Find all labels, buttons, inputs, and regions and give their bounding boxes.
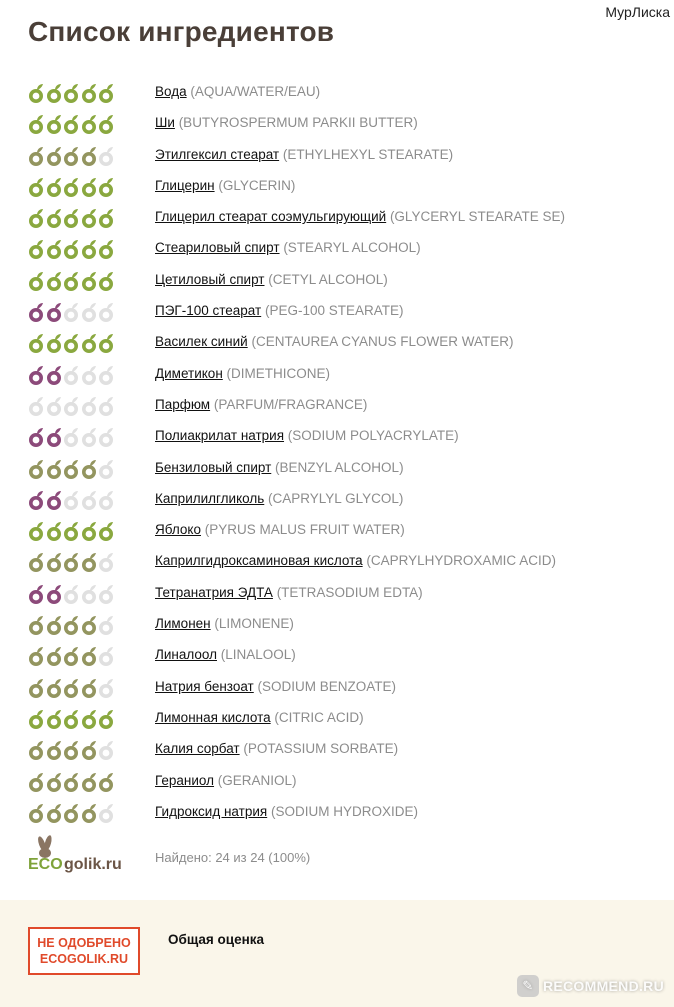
rating-drop-filled-icon (81, 709, 98, 729)
rating-drop-filled-icon (28, 271, 45, 291)
ingredient-name (155, 366, 330, 381)
rating-drop-filled-icon (28, 678, 45, 698)
rating-drop-filled-icon (81, 208, 98, 228)
ingredient-inci: (STEARYL ALCOHOL) (283, 240, 421, 256)
rating-drop-filled-icon (63, 177, 80, 197)
rating-drop-filled-icon (63, 740, 80, 760)
rating-drop-filled-icon (46, 146, 63, 166)
ingredient-inci: (ETHYLHEXYL STEARATE) (282, 146, 454, 162)
rating-drop-filled-icon (81, 146, 98, 166)
safety-rating (28, 740, 116, 760)
ingredient-link[interactable]: Полиакрилат натрия (155, 428, 285, 444)
rating-drop-empty-icon (98, 740, 115, 760)
ingredient-name (155, 616, 294, 631)
rating-drop-filled-icon (46, 646, 63, 666)
safety-rating (28, 803, 116, 823)
rating-drop-empty-icon (81, 365, 98, 385)
rating-drop-filled-icon (28, 302, 45, 322)
rating-drop-filled-icon (81, 239, 98, 259)
rating-drop-filled-icon (46, 302, 63, 322)
safety-rating (28, 678, 116, 698)
ingredient-name (155, 240, 421, 255)
recommend-watermark (517, 975, 664, 997)
ingredient-name (155, 303, 404, 318)
ingredient-name (155, 178, 295, 193)
rating-drop-filled-icon (98, 333, 115, 353)
ingredient-inci: (PYRUS MALUS FRUIT WATER) (204, 522, 405, 538)
ingredient-row (0, 577, 674, 608)
ingredient-link[interactable]: Линалоол (155, 647, 217, 663)
rating-drop-filled-icon (63, 83, 80, 103)
ingredient-link[interactable]: Стеариловый спирт (155, 240, 280, 256)
rating-drop-filled-icon (81, 333, 98, 353)
ingredient-row (0, 358, 674, 389)
rating-drop-empty-icon (63, 490, 80, 510)
ingredient-link[interactable]: Тетранатрия ЭДТА (155, 584, 273, 600)
rating-drop-filled-icon (46, 459, 63, 479)
rating-drop-empty-icon (98, 365, 115, 385)
ingredient-inci: (CAPRYLYL GLYCOL) (268, 490, 404, 506)
rating-drop-filled-icon (63, 459, 80, 479)
rating-drop-filled-icon (81, 114, 98, 134)
ingredient-link[interactable]: Парфюм (155, 396, 211, 412)
ingredient-inci: (TETRASODIUM EDTA) (276, 584, 423, 600)
ingredient-list (0, 76, 674, 827)
rating-drop-filled-icon (63, 552, 80, 572)
rating-drop-filled-icon (98, 772, 115, 792)
rating-drop-filled-icon (28, 646, 45, 666)
safety-rating (28, 521, 116, 541)
ingredient-name (155, 710, 364, 725)
rating-drop-filled-icon (63, 803, 80, 823)
ingredient-row (0, 76, 674, 107)
ingredient-name (155, 647, 296, 662)
rating-drop-filled-icon (46, 177, 63, 197)
rating-drop-filled-icon (98, 709, 115, 729)
ingredient-link[interactable]: Глицерин (155, 177, 215, 193)
rating-drop-empty-icon (81, 490, 98, 510)
ingredient-row (0, 201, 674, 232)
rating-drop-filled-icon (81, 271, 98, 291)
recommend-logo-icon: ✎ (517, 975, 539, 997)
username[interactable]: МурЛиска (605, 4, 670, 20)
rating-drop-empty-icon (98, 646, 115, 666)
ingredient-inci: (GLYCERYL STEARATE SE) (389, 209, 565, 225)
rating-drop-empty-icon (81, 396, 98, 416)
ingredient-inci: (SODIUM HYDROXIDE) (270, 803, 418, 819)
rating-drop-empty-icon (28, 396, 45, 416)
safety-rating (28, 114, 116, 134)
ingredient-link[interactable]: Каприлгидроксаминовая кислота (155, 553, 363, 569)
rating-drop-filled-icon (28, 490, 45, 510)
ingredient-inci: (POTASSIUM SORBATE) (243, 741, 399, 757)
ingredient-name (155, 679, 396, 694)
rating-drop-filled-icon (28, 333, 45, 353)
ingredient-inci: (AQUA/WATER/EAU) (190, 84, 321, 99)
safety-rating (28, 208, 116, 228)
ingredient-row (0, 733, 674, 764)
rating-drop-filled-icon (81, 552, 98, 572)
rating-drop-empty-icon (63, 396, 80, 416)
rating-drop-filled-icon (28, 521, 45, 541)
footer-stats (0, 832, 674, 882)
ingredient-name (155, 115, 418, 130)
rating-drop-filled-icon (28, 740, 45, 760)
rating-drop-empty-icon (81, 584, 98, 604)
page-title: Список ингредиентов (28, 16, 335, 47)
ingredient-link[interactable]: Вода (155, 84, 187, 99)
svg-text:golik.ru: golik.ru (64, 856, 122, 873)
rating-drop-filled-icon (28, 772, 45, 792)
ingredient-inci: (CENTAUREA CYANUS FLOWER WATER) (251, 334, 514, 350)
ingredient-inci: (SODIUM POLYACRYLATE) (287, 428, 459, 444)
rating-drop-filled-icon (28, 177, 45, 197)
ingredient-inci: (LIMONENE) (214, 616, 294, 632)
rating-drop-filled-icon (46, 83, 63, 103)
safety-rating (28, 271, 116, 291)
rating-drop-empty-icon (98, 396, 115, 416)
ingredient-row (0, 452, 674, 483)
ingredient-row (0, 639, 674, 670)
rating-drop-empty-icon (98, 584, 115, 604)
ingredient-row (0, 107, 674, 138)
stamp-line-1: НЕ ОДОБРЕНО (37, 936, 131, 950)
ingredient-link[interactable]: Яблоко (155, 522, 201, 538)
ecogolik-logo[interactable] (28, 832, 138, 874)
rating-drop-empty-icon (98, 427, 115, 447)
ingredient-inci: (CAPRYLHYDROXAMIC ACID) (366, 553, 556, 569)
ingredient-name (155, 553, 556, 568)
rating-drop-filled-icon (46, 552, 63, 572)
ingredient-row (0, 545, 674, 576)
rating-drop-filled-icon (28, 584, 45, 604)
rating-drop-filled-icon (63, 208, 80, 228)
ingredient-inci: (BUTYROSPERMUM PARKII BUTTER) (178, 115, 418, 131)
rating-drop-filled-icon (28, 552, 45, 572)
ingredient-inci: (PARFUM/FRAGRANCE) (213, 396, 368, 412)
ingredient-row (0, 765, 674, 796)
ingredient-link[interactable]: Ши (155, 115, 175, 131)
rating-drop-filled-icon (46, 521, 63, 541)
rating-drop-filled-icon (98, 521, 115, 541)
ingredient-link[interactable]: Лимонен (155, 616, 211, 632)
ingredient-name (155, 334, 513, 349)
rating-drop-filled-icon (28, 709, 45, 729)
ingredient-link[interactable]: Василек синий (155, 334, 248, 350)
rating-drop-filled-icon (46, 772, 63, 792)
rating-drop-empty-icon (98, 803, 115, 823)
ingredient-link[interactable]: Этилгексил стеарат (155, 146, 280, 162)
rating-drop-filled-icon (98, 239, 115, 259)
rating-drop-filled-icon (98, 177, 115, 197)
rating-drop-filled-icon (46, 740, 63, 760)
rating-drop-filled-icon (28, 208, 45, 228)
ingredient-link[interactable]: Бензиловый спирт (155, 459, 272, 475)
ingredient-link[interactable]: Цетиловый спирт (155, 271, 265, 287)
ingredient-inci: (LINALOOL) (220, 647, 296, 663)
not-approved-stamp (28, 927, 140, 975)
safety-rating (28, 646, 116, 666)
rating-drop-filled-icon (63, 271, 80, 291)
rating-drop-empty-icon (63, 302, 80, 322)
rating-drop-empty-icon (81, 427, 98, 447)
safety-rating (28, 146, 116, 166)
safety-rating (28, 459, 116, 479)
rating-drop-filled-icon (81, 615, 98, 635)
ingredient-inci: (SODIUM BENZOATE) (257, 678, 397, 694)
rating-drop-filled-icon (98, 208, 115, 228)
safety-rating (28, 177, 116, 197)
ingredient-inci: (GERANIOL) (217, 772, 297, 788)
rating-drop-empty-icon (98, 146, 115, 166)
ingredient-link[interactable]: Гидроксид натрия (155, 803, 268, 819)
ingredient-name (155, 84, 320, 99)
rating-drop-empty-icon (98, 302, 115, 322)
ingredient-row (0, 671, 674, 702)
ingredient-name (155, 147, 453, 162)
rating-drop-filled-icon (28, 114, 45, 134)
ingredient-row (0, 264, 674, 295)
ingredient-name (155, 522, 405, 537)
rating-drop-filled-icon (46, 490, 63, 510)
rating-drop-filled-icon (98, 83, 115, 103)
rating-drop-filled-icon (63, 772, 80, 792)
ingredient-link[interactable]: Калия сорбат (155, 741, 240, 757)
ingredient-row (0, 295, 674, 326)
rating-drop-filled-icon (46, 427, 63, 447)
ingredient-inci: (GLYCERIN) (218, 177, 296, 193)
rating-drop-filled-icon (81, 177, 98, 197)
ingredient-name (155, 209, 565, 224)
safety-rating (28, 427, 116, 447)
rating-drop-filled-icon (28, 146, 45, 166)
safety-rating (28, 490, 116, 510)
rating-drop-filled-icon (46, 709, 63, 729)
safety-rating (28, 709, 116, 729)
rating-drop-filled-icon (63, 146, 80, 166)
rating-drop-filled-icon (98, 114, 115, 134)
ingredient-row (0, 170, 674, 201)
rating-drop-filled-icon (28, 239, 45, 259)
ingredient-name (155, 428, 459, 443)
ingredient-name (155, 491, 403, 506)
ingredient-row (0, 514, 674, 545)
rating-drop-filled-icon (81, 459, 98, 479)
ingredient-row (0, 796, 674, 827)
rating-drop-empty-icon (98, 615, 115, 635)
ingredient-row (0, 483, 674, 514)
rating-drop-filled-icon (63, 678, 80, 698)
rating-drop-filled-icon (63, 333, 80, 353)
rating-drop-filled-icon (28, 365, 45, 385)
rating-drop-filled-icon (81, 772, 98, 792)
rating-drop-empty-icon (98, 678, 115, 698)
ingredient-link[interactable]: Лимонная кислота (155, 709, 271, 725)
ingredient-link[interactable]: Диметикон (155, 365, 223, 381)
ingredient-row (0, 232, 674, 263)
rating-drop-filled-icon (63, 615, 80, 635)
ingredient-row (0, 420, 674, 451)
rating-drop-filled-icon (98, 271, 115, 291)
ingredient-link[interactable]: ПЭГ-100 стеарат (155, 303, 262, 319)
ingredient-inci: (BENZYL ALCOHOL) (275, 459, 404, 475)
ingredient-inci: (CITRIC ACID) (274, 709, 364, 725)
rating-drop-filled-icon (63, 521, 80, 541)
rating-drop-filled-icon (46, 208, 63, 228)
ingredient-link[interactable]: Гераниол (155, 772, 215, 788)
ingredient-name (155, 397, 367, 412)
rating-drop-filled-icon (46, 803, 63, 823)
safety-rating (28, 239, 116, 259)
ingredient-inci: (CETYL ALCOHOL) (268, 271, 388, 287)
rating-drop-filled-icon (81, 521, 98, 541)
safety-rating (28, 584, 116, 604)
rating-drop-empty-icon (63, 365, 80, 385)
ingredient-inci: (DIMETHICONE) (226, 365, 331, 381)
rating-drop-empty-icon (98, 459, 115, 479)
safety-rating (28, 83, 116, 103)
overall-rating-label: Общая оценка (168, 932, 265, 947)
rating-drop-filled-icon (28, 459, 45, 479)
rating-drop-filled-icon (63, 239, 80, 259)
ingredient-name (155, 272, 388, 287)
ingredient-inci: (PEG-100 STEARATE) (264, 303, 404, 319)
rating-drop-filled-icon (28, 803, 45, 823)
rating-drop-filled-icon (46, 239, 63, 259)
rating-drop-empty-icon (63, 584, 80, 604)
ingredient-name (155, 804, 418, 819)
rating-drop-filled-icon (81, 646, 98, 666)
safety-rating (28, 772, 116, 792)
rating-drop-filled-icon (46, 365, 63, 385)
found-count: Найдено: 24 из 24 (100%) (155, 850, 311, 865)
safety-rating (28, 552, 116, 572)
ingredient-name (155, 741, 398, 756)
watermark-text: RECOMMEND.RU (542, 978, 664, 994)
safety-rating (28, 615, 116, 635)
rating-drop-empty-icon (98, 490, 115, 510)
ingredient-name (155, 773, 297, 788)
safety-rating (28, 396, 116, 416)
rating-drop-filled-icon (46, 114, 63, 134)
rating-drop-filled-icon (46, 678, 63, 698)
rating-drop-filled-icon (63, 114, 80, 134)
verdict-panel (0, 900, 674, 1007)
rating-drop-filled-icon (46, 333, 63, 353)
safety-rating (28, 365, 116, 385)
rating-drop-empty-icon (46, 396, 63, 416)
rating-drop-filled-icon (46, 271, 63, 291)
safety-rating (28, 302, 116, 322)
rating-drop-filled-icon (81, 83, 98, 103)
ingredient-link[interactable]: Каприлилгликоль (155, 490, 265, 506)
svg-text:ECO: ECO (28, 856, 63, 873)
stamp-line-2: ECOGOLIK.RU (39, 952, 129, 966)
ingredient-row (0, 389, 674, 420)
rating-drop-filled-icon (63, 646, 80, 666)
rating-drop-filled-icon (46, 584, 63, 604)
ingredient-link[interactable]: Натрия бензоат (155, 678, 254, 694)
rating-drop-filled-icon (28, 83, 45, 103)
rating-drop-filled-icon (63, 709, 80, 729)
ingredient-link[interactable]: Глицерил стеарат соэмульгирующий (155, 209, 387, 225)
ingredient-row (0, 326, 674, 357)
rating-drop-filled-icon (28, 615, 45, 635)
ingredient-row (0, 702, 674, 733)
rating-drop-filled-icon (28, 427, 45, 447)
rating-drop-empty-icon (98, 552, 115, 572)
rating-drop-empty-icon (81, 302, 98, 322)
ingredient-row (0, 608, 674, 639)
ingredient-name (155, 585, 423, 600)
ingredient-row (0, 139, 674, 170)
rating-drop-filled-icon (81, 803, 98, 823)
rating-drop-filled-icon (46, 615, 63, 635)
ingredient-name (155, 460, 404, 475)
rating-drop-filled-icon (81, 678, 98, 698)
rating-drop-empty-icon (63, 427, 80, 447)
safety-rating (28, 333, 116, 353)
rating-drop-filled-icon (81, 740, 98, 760)
